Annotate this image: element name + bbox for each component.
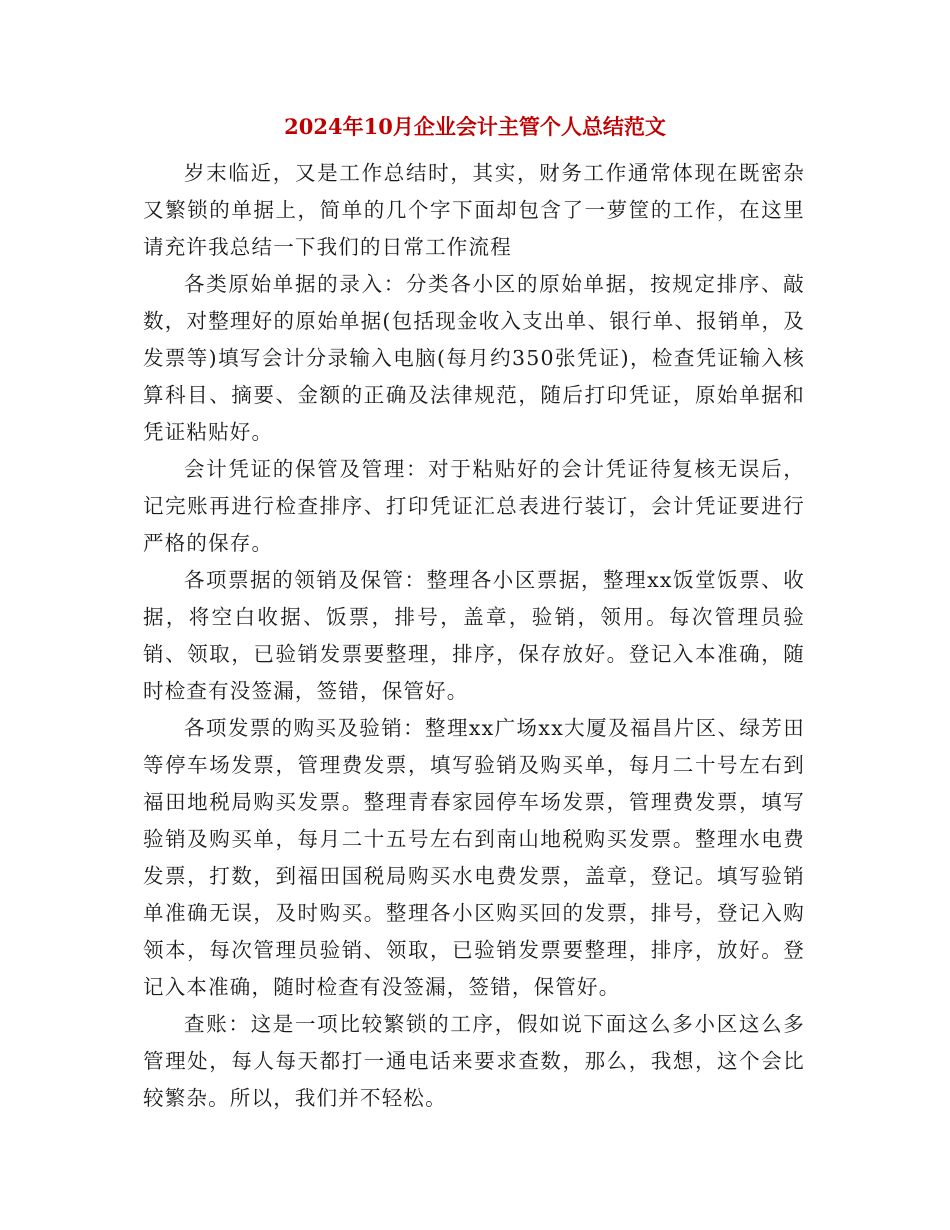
paragraph-invoice-purchase: 各项发票的购买及验销：整理xx广场xx大厦及福昌片区、绿芳田等停车场发票，管理费发票，填写验销及购买单，每月二十号左右到福田地税局购买发票。整理青春家园停车场发票，管理费发票，填写验销及购买单，每月二十五号左右到南山地税购买发票。整理水电费发票，打数，到福田国税局购买水电费发票，盖章，登记。填写验销单准确无误，及时购买。整理各小区购买回的发票，排号，登记入购领本，每次管理员验销、领取，已验销发票要整理，排序，放好。登记入本准确，随时检查有没签漏，签错，保管好。 xyxy=(143,716,805,999)
paragraph-intro: 岁末临近，又是工作总结时，其实，财务工作通常体现在既密杂又繁锁的单据上，简单的几个字下面却包含了一萝筐的工作，在这里请充许我总结一下我们的日常工作流程 xyxy=(143,161,805,259)
document-title: 2024年10月企业会计主管个人总结范文 xyxy=(284,114,666,139)
paragraph-receipt-management: 各项票据的领销及保管：整理各小区票据，整理xx饭堂饭票、收据，将空白收据、饭票，排号，盖章，验销，领用。每次管理员验销、领取，已验销发票要整理，排序，保存放好。登记入本准确，随时检查有没签漏，签错，保管好。 xyxy=(143,568,805,703)
document-body xyxy=(143,155,805,1117)
paragraph-account-check: 查账：这是一项比较繁锁的工序，假如说下面这么多小区这么多管理处，每人每天都打一通电话来要求查数，那么，我想，这个会比较繁杂。所以，我们并不轻松。 xyxy=(143,1012,805,1110)
paragraph-voucher-entry: 各类原始单据的录入：分类各小区的原始单据，按规定排序、敲数，对整理好的原始单据(包括现金收入支出单、银行单、报销单，及发票等)填写会计分录输入电脑(每月约350张凭证)，检查凭证输入核算科目、摘要、金额的正确及法律规范，随后打印凭证，原始单据和凭证粘贴好。 xyxy=(143,272,805,444)
paragraph-voucher-storage: 会计凭证的保管及管理：对于粘贴好的会计凭证待复核无误后，记完账再进行检查排序、打印凭证汇总表进行装订，会计凭证要进行严格的保存。 xyxy=(143,457,805,555)
